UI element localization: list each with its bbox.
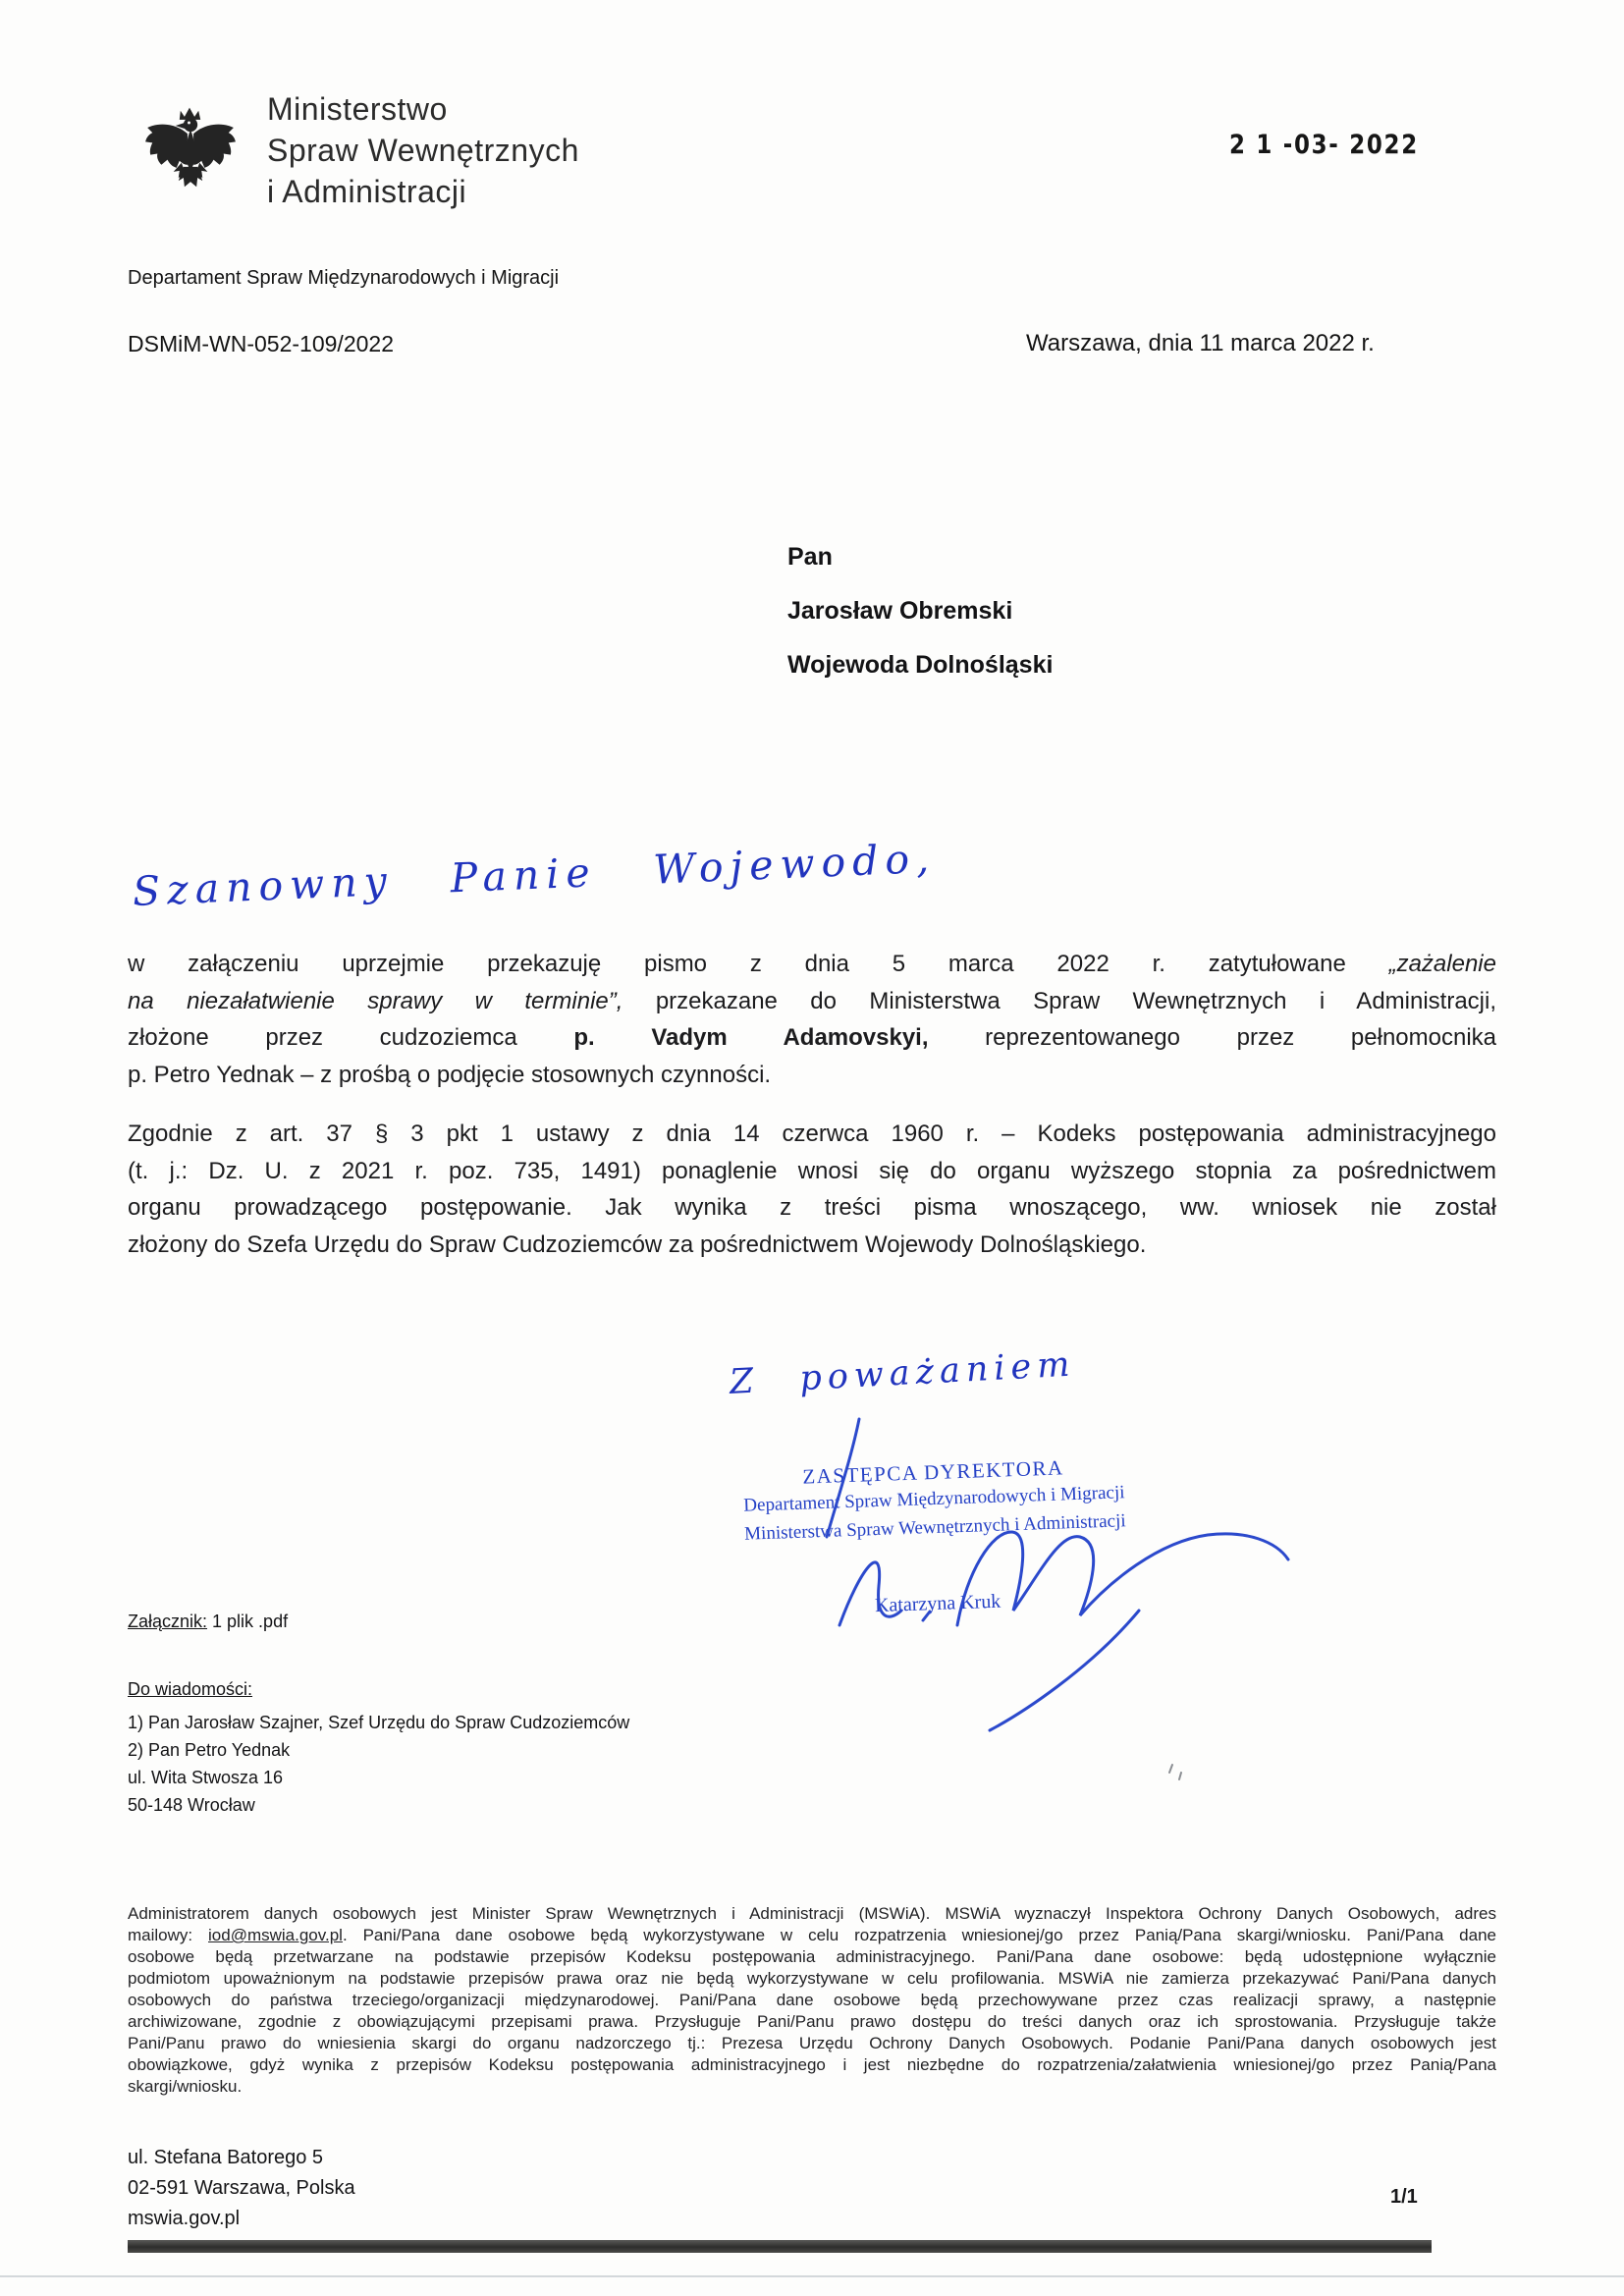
recipient-block bbox=[787, 530, 1053, 692]
iod-email: iod@mswia.gov.pl bbox=[208, 1926, 343, 1944]
recipient-title: Wojewoda Dolnośląski bbox=[787, 651, 1054, 679]
cc-block bbox=[128, 1675, 629, 1819]
body-paragraph-1 bbox=[128, 946, 1496, 1093]
paragraph2-line1: Zgodnie z art. 37 § 3 pkt 1 ustawy z dnia 14 czerwca 1960 r. – Kodeks postępowania administracyjnego bbox=[128, 1121, 1496, 1147]
disclaimer-line-1: Administratorem danych osobowych jest Minister Spraw Wewnętrznych i Administracji (MSWiA). MSWiA wyznaczył Inspektora Ochrony Danych Osobowych, adres bbox=[128, 1904, 1496, 1923]
disclaimer-line-4: podmiotom upoważnionym na podstawie przepisów prawa oraz nie będą wykorzystywane w celu profilowania. MSWiA nie zamierza przekazywać Pani/Pana danych bbox=[128, 1969, 1496, 1988]
cc-item-3: ul. Wita Stwosza 16 bbox=[128, 1768, 284, 1787]
cc-heading: Do wiadomości: bbox=[128, 1679, 253, 1699]
attachment-line bbox=[128, 1612, 288, 1632]
p1-l2-normal: przekazane do Ministerstwa Spraw Wewnętrznych i Administracji, bbox=[623, 987, 1497, 1014]
disclaimer-line-5: osobowych do państwa trzeciego/organizacji międzynarodowej. Pani/Pana dane osobowe będą przechowywane przez czas realizacji sprawy, a następnie bbox=[128, 1991, 1496, 2009]
disclaimer-line-3: osobowe będą przetwarzane na podstawie przepisów Kodeksu postępowania administracyjnego. Pani/Pana dane osobowe: będą udostępnione wyłącznie bbox=[128, 1947, 1496, 1966]
paragraph1-line4: p. Petro Yednak – z prośbą o podjęcie stosownych czynności. bbox=[128, 1061, 772, 1088]
signer-department-line2: Ministerstwa Spraw Wewnętrznych i Administracji bbox=[743, 1510, 1126, 1545]
signature-scribble bbox=[805, 1394, 1355, 1748]
signer-title: ZASTĘPCA DYREKTORA bbox=[801, 1455, 1064, 1489]
privacy-disclaimer bbox=[128, 1903, 1496, 2098]
cc-item-1: 1) Pan Jarosław Szajner, Szef Urzędu do Spraw Cudzoziemców bbox=[128, 1713, 630, 1732]
cc-item-4: 50-148 Wrocław bbox=[128, 1795, 255, 1815]
p1-l3-bold: p. Vadym Adamovskyi, bbox=[573, 1024, 929, 1051]
paragraph2-line3: organu prowadzącego postępowanie. Jak wynika z treści pisma wnoszącego, ww. wniosek nie został bbox=[128, 1194, 1496, 1221]
disclaimer-l2-after: . Pani/Pana dane osobowe będą wykorzystywane w celu rozpatrzenia wniesionej/go przez Panią/Pana skargi/wniosku. Pani/Pana dane bbox=[342, 1926, 1496, 1944]
place-and-date: Warszawa, dnia 11 marca 2022 r. bbox=[1026, 330, 1375, 356]
p1-l3-normal-b: reprezentowanego przez pełnomocnika bbox=[928, 1024, 1497, 1051]
footer-address bbox=[128, 2143, 355, 2234]
ministry-name-line-2: Spraw Wewnętrznych bbox=[267, 133, 579, 168]
paragraph1-line3 bbox=[128, 1019, 1496, 1057]
received-date-stamp: 2 1 -03- 2022 bbox=[1229, 130, 1419, 160]
footer-address-line-2: 02-591 Warszawa, Polska bbox=[128, 2177, 355, 2199]
paragraph2-line2: (t. j.: Dz. U. z 2021 r. poz. 735, 1491) ponaglenie wnosi się do organu wyższego stopnia za pośrednictwem bbox=[128, 1157, 1496, 1184]
ministry-name bbox=[267, 88, 579, 212]
p1-l1-italic: „zażalenie bbox=[1388, 951, 1496, 977]
ministry-name-line-3: i Administracji bbox=[267, 174, 467, 209]
scan-edge-line bbox=[0, 2275, 1624, 2277]
signer-name: Katarzyna Kruk bbox=[874, 1590, 1001, 1617]
p1-l2-italic: na niezałatwienie sprawy w terminie”, bbox=[128, 987, 623, 1014]
disclaimer-line-8: obowiązkowe, gdyż wynika z przepisów Kodeksu postępowania administracyjnego i jest niezbędne do rozpatrzenia/załatwienia wniesionej/go przez Panią/Pana bbox=[128, 2055, 1496, 2074]
handwritten-greeting: Szanowny Panie Wojewodo, bbox=[132, 834, 937, 915]
disclaimer-line-2 bbox=[128, 1925, 1496, 1946]
p1-l3-normal-a: złożone przez cudzoziemca bbox=[128, 1024, 574, 1051]
footer-website: mswia.gov.pl bbox=[128, 2208, 241, 2229]
paragraph1-line2 bbox=[128, 983, 1496, 1020]
disclaimer-line-9: skargi/wniosku. bbox=[128, 2077, 243, 2096]
ministry-name-line-1: Ministerstwo bbox=[267, 91, 448, 127]
disclaimer-line-6: archiwizowane, zgodnie z obowiązującymi przepisami prawa. Przysługuje Pani/Panu prawo dostępu do treści danych oraz ich sprostowania. Przysługuje także bbox=[128, 2012, 1496, 2031]
attachment-label: Załącznik: bbox=[128, 1612, 208, 1631]
signer-department-line1: Departament Spraw Międzynarodowych i Migracji bbox=[742, 1482, 1125, 1516]
handwritten-closing: Z poważaniem bbox=[729, 1344, 1077, 1402]
disclaimer-l2-before: mailowy: bbox=[128, 1926, 209, 1944]
reference-number: DSMiM-WN-052-109/2022 bbox=[128, 331, 394, 356]
attachment-value: 1 plik .pdf bbox=[207, 1612, 289, 1631]
polish-eagle-emblem-icon bbox=[139, 94, 240, 207]
recipient-name: Jarosław Obremski bbox=[787, 597, 1013, 625]
department-name: Departament Spraw Międzynarodowych i Migracji bbox=[128, 267, 560, 289]
pen-mark bbox=[1166, 1761, 1188, 1789]
paragraph2-line4: złożony do Szefa Urzędu do Spraw Cudzoziemców za pośrednictwem Wojewody Dolnośląskiego. bbox=[128, 1230, 1147, 1258]
p1-l1-normal: w załączeniu uprzejmie przekazuję pismo z dnia 5 marca 2022 r. zatytułowane bbox=[128, 951, 1389, 977]
disclaimer-line-7: Pani/Panu prawo do wniesienia skargi do organu nadzorczego tj.: Prezesa Urzędu Ochrony Danych Osobowych. Podanie Pani/Pana danych osobowych jest bbox=[128, 2034, 1496, 2052]
footer-address-line-1: ul. Stefana Batorego 5 bbox=[128, 2147, 324, 2168]
body-paragraph-2 bbox=[128, 1116, 1496, 1263]
cc-item-2: 2) Pan Petro Yednak bbox=[128, 1740, 291, 1760]
recipient-salutation: Pan bbox=[787, 543, 833, 571]
page-number: 1/1 bbox=[1390, 2186, 1418, 2208]
paragraph1-line1 bbox=[128, 946, 1496, 983]
footer-bar bbox=[128, 2240, 1432, 2253]
